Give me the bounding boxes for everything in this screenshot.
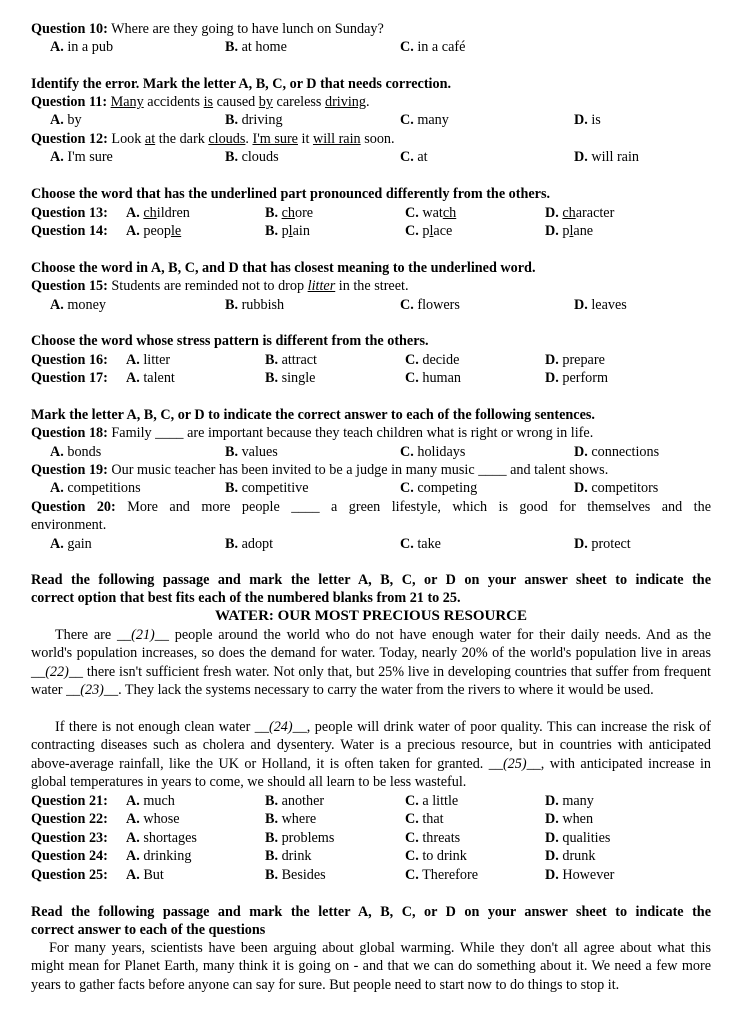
question-20: Question 20: More and more people ____ a green lifestyle, which is good for themselves and the bbox=[31, 499, 711, 515]
passage-paragraph-1: There are __(21)__ people around the world who do not have enough water for their daily needs. And as the world's population increases, so does the demand for water. Today, nearly 20% of the world's population live in areas __(22)__ there isn't sufficient fresh water. Not only that, but 25% live in developing countries that suffer from frequent water __(23)__. They lack the systems necessary to carry the water from the rivers to where it would be used. bbox=[31, 627, 711, 698]
option-b[interactable]: B. another bbox=[265, 793, 325, 809]
option-d[interactable]: D. is bbox=[574, 112, 601, 128]
question-15: Question 15: Students are reminded not to drop litter in the street. bbox=[31, 278, 409, 294]
option-a[interactable]: A. I'm sure bbox=[50, 149, 113, 165]
section-heading: Read the following passage and mark the letter A, B, C, or D on your answer sheet to indicate the bbox=[31, 904, 711, 920]
option-d[interactable]: D. However bbox=[545, 867, 615, 883]
options-row bbox=[31, 38, 711, 56]
options-row bbox=[31, 479, 711, 497]
option-c[interactable]: C. in a café bbox=[400, 39, 466, 55]
options-row bbox=[31, 535, 711, 553]
section-heading: Choose the word in A, B, C, and D that has closest meaning to the underlined word. bbox=[31, 260, 536, 276]
question-13: Question 13: A. children B. chore C. watch D. character bbox=[31, 205, 615, 221]
option-b[interactable]: B. competitive bbox=[225, 480, 309, 496]
option-c[interactable]: C. that bbox=[405, 811, 444, 827]
option-d[interactable]: D. character bbox=[545, 205, 615, 221]
option-a[interactable]: A. much bbox=[126, 793, 175, 809]
option-c[interactable]: C. holidays bbox=[400, 444, 466, 460]
option-c[interactable]: C. human bbox=[405, 370, 461, 386]
question-24: Question 24: A. drinking B. drink C. to drink D. drunk bbox=[31, 848, 596, 864]
option-b[interactable]: B. at home bbox=[225, 39, 287, 55]
option-b[interactable]: B. clouds bbox=[225, 149, 279, 165]
option-b[interactable]: B. attract bbox=[265, 352, 318, 368]
options-row bbox=[31, 296, 711, 314]
option-c[interactable]: C. decide bbox=[405, 352, 460, 368]
option-c[interactable]: C. competing bbox=[400, 480, 478, 496]
option-d[interactable]: D. plane bbox=[545, 223, 594, 239]
option-a[interactable]: A. people bbox=[126, 223, 182, 239]
question-22: Question 22: A. whose B. where C. that D. when bbox=[31, 811, 594, 827]
option-d[interactable]: D. connections bbox=[574, 444, 660, 460]
option-b[interactable]: B. rubbish bbox=[225, 297, 285, 313]
option-a[interactable]: A. talent bbox=[126, 370, 175, 386]
option-a[interactable]: A. shortages bbox=[126, 830, 197, 846]
option-b[interactable]: B. problems bbox=[265, 830, 335, 846]
question-18: Question 18: Family ____ are important because they teach children what is right or wrong in life. bbox=[31, 425, 594, 441]
option-b[interactable]: B. chore bbox=[265, 205, 314, 221]
options-row bbox=[31, 111, 711, 129]
option-c[interactable]: C. at bbox=[400, 149, 428, 165]
question-25: Question 25: A. But B. Besides C. Therefore D. However bbox=[31, 867, 615, 883]
option-b[interactable]: B. Besides bbox=[265, 867, 326, 883]
option-c[interactable]: C. place bbox=[405, 223, 453, 239]
section-heading: Read the following passage and mark the letter A, B, C, or D on your answer sheet to indicate the bbox=[31, 572, 711, 588]
section-heading-cont: correct answer to each of the questions bbox=[31, 922, 266, 938]
option-c[interactable]: C. take bbox=[400, 536, 441, 552]
option-b[interactable]: B. adopt bbox=[225, 536, 274, 552]
passage-paragraph-2: If there is not enough clean water __(24)__, people will drink water of poor quality. This can increase the risk of contracting diseases such as cholera and dysentery. Water is a precious resource, but in countries with anticipated above-average rainfall, like the UK or Holland, it is often taken for granted. __(25)__, with anticipated increase in global temperatures in years to come, we should all learn to be less wasteful. bbox=[31, 719, 711, 790]
options-row bbox=[31, 443, 711, 461]
option-a[interactable]: A. litter bbox=[126, 352, 171, 368]
option-d[interactable]: D. prepare bbox=[545, 352, 605, 368]
option-a[interactable]: A. bonds bbox=[50, 444, 102, 460]
option-b[interactable]: B. where bbox=[265, 811, 317, 827]
option-a[interactable]: A. whose bbox=[126, 811, 180, 827]
option-c[interactable]: C. to drink bbox=[405, 848, 467, 864]
option-d[interactable]: D. protect bbox=[574, 536, 631, 552]
option-b[interactable]: B. driving bbox=[225, 112, 283, 128]
question-16: Question 16: A. litter B. attract C. decide D. prepare bbox=[31, 352, 605, 368]
option-c[interactable]: C. threats bbox=[405, 830, 461, 846]
option-a[interactable]: A. drinking bbox=[126, 848, 192, 864]
option-d[interactable]: D. leaves bbox=[574, 297, 627, 313]
option-a[interactable]: A. children bbox=[126, 205, 190, 221]
option-a[interactable]: A. But bbox=[126, 867, 164, 883]
option-c[interactable]: C. a little bbox=[405, 793, 459, 809]
section-heading: Identify the error. Mark the letter A, B, C, or D that needs correction. bbox=[31, 76, 452, 92]
question-10 bbox=[31, 20, 384, 38]
question-12: Question 12: Look at the dark clouds. I'm sure it will rain soon. bbox=[31, 131, 395, 147]
option-d[interactable]: D. will rain bbox=[574, 149, 640, 165]
option-b[interactable]: B. drink bbox=[265, 848, 312, 864]
option-d[interactable]: D. competitors bbox=[574, 480, 659, 496]
question-14: Question 14: A. people B. plain C. place D. plane bbox=[31, 223, 594, 239]
question-17: Question 17: A. talent B. single C. human D. perform bbox=[31, 370, 609, 386]
option-d[interactable]: D. drunk bbox=[545, 848, 596, 864]
options-row bbox=[31, 148, 711, 166]
passage-paragraph-3: For many years, scientists have been arguing about global warming. While they don't all agree about what this might mean for Planet Earth, many think it is going on - and that we can do something about it. We need a few more years to gather facts before anyone can say for sure. But people need to start now to do things to stop it. bbox=[31, 940, 711, 993]
option-c[interactable]: C. flowers bbox=[400, 297, 460, 313]
option-a[interactable]: A. gain bbox=[50, 536, 92, 552]
section-heading: Choose the word that has the underlined part pronounced differently from the others. bbox=[31, 186, 551, 202]
passage-title: WATER: OUR MOST PRECIOUS RESOURCE bbox=[215, 608, 527, 624]
option-a[interactable]: A. competitions bbox=[50, 480, 141, 496]
option-a[interactable]: A. by bbox=[50, 112, 82, 128]
section-heading-cont: correct option that best fits each of the numbered blanks from 21 to 25. bbox=[31, 590, 461, 606]
section-heading: Mark the letter A, B, C, or D to indicate the correct answer to each of the following sentences. bbox=[31, 407, 595, 423]
question-11: Question 11: Many accidents is caused by careless driving. bbox=[31, 94, 370, 110]
option-d[interactable]: D. many bbox=[545, 793, 594, 809]
option-a[interactable]: A. money bbox=[50, 297, 106, 313]
option-d[interactable]: D. perform bbox=[545, 370, 609, 386]
option-d[interactable]: D. when bbox=[545, 811, 594, 827]
option-c[interactable]: C. many bbox=[400, 112, 449, 128]
question-23: Question 23: A. shortages B. problems C. threats D. qualities bbox=[31, 830, 611, 846]
question-20-cont: environment. bbox=[31, 517, 107, 533]
question-label: Question 10: bbox=[31, 21, 108, 37]
question-19: Question 19: Our music teacher has been invited to be a judge in many music ____ and talent shows. bbox=[31, 462, 609, 478]
option-b[interactable]: B. values bbox=[225, 444, 278, 460]
option-b[interactable]: B. plain bbox=[265, 223, 310, 239]
option-a[interactable]: A. in a pub bbox=[50, 39, 114, 55]
option-c[interactable]: C. Therefore bbox=[405, 867, 479, 883]
section-heading: Choose the word whose stress pattern is different from the others. bbox=[31, 333, 429, 349]
question-text: Where are they going to have lunch on Sunday? bbox=[111, 21, 384, 37]
question-21: Question 21: A. much B. another C. a little D. many bbox=[31, 793, 594, 809]
option-c[interactable]: C. watch bbox=[405, 205, 457, 221]
option-b[interactable]: B. single bbox=[265, 370, 316, 386]
option-d[interactable]: D. qualities bbox=[545, 830, 611, 846]
